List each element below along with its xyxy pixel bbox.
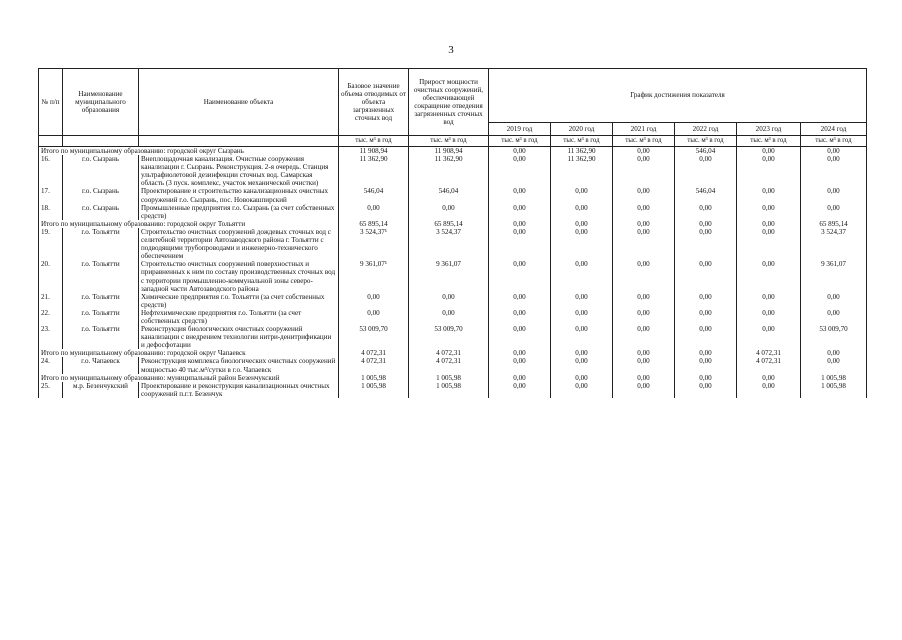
- cell-y2021: 0,00: [613, 228, 675, 260]
- header-unit-empty-object: [139, 136, 339, 147]
- cell-growth: 4 072,31: [409, 349, 489, 357]
- table-row: [39, 260, 867, 292]
- cell-y2019: 0,00: [489, 349, 551, 357]
- header-unit: тыс. м³ в год: [409, 136, 489, 147]
- cell-y2023: 0,00: [737, 325, 801, 349]
- table-row: [39, 357, 867, 373]
- indicator-table: [38, 68, 867, 398]
- header-capacity-growth: Прирост мощности очистных сооружений, обеспечивающей сокращение отведения загрязненных сточных вод: [409, 69, 489, 136]
- cell-y2023: 0,00: [737, 187, 801, 203]
- row-object: Строительство очистных сооружений поверхностных и приравненных к ним по составу производственных сточных вод с территории промышленно-коммунальной зоны северо-западной части Автозаводского района: [139, 260, 339, 292]
- cell-y2019: 0,00: [489, 374, 551, 382]
- total-row: [39, 349, 867, 357]
- cell-base: 65 895,14: [339, 220, 409, 228]
- cell-y2023: 4 072,31: [737, 357, 801, 373]
- total-row: [39, 220, 867, 228]
- header-unit: тыс. м³ в год: [489, 136, 551, 147]
- cell-y2022: 0,00: [675, 357, 737, 373]
- cell-y2019: 0,00: [489, 293, 551, 309]
- row-municipality: г.о. Тольятти: [63, 309, 139, 325]
- cell-base: 546,04: [339, 187, 409, 203]
- cell-base: 4 072,31: [339, 357, 409, 373]
- table-row: [39, 228, 867, 260]
- total-label: Итого по муниципальному образованию: городской округ Тольятти: [39, 220, 339, 228]
- header-unit-empty-num: [39, 136, 63, 147]
- header-num: № п/п: [39, 69, 63, 136]
- cell-growth: 1 005,98: [409, 382, 489, 398]
- cell-y2021: 0,00: [613, 382, 675, 398]
- cell-base: 1 005,98: [339, 382, 409, 398]
- cell-base: 11 362,90: [339, 155, 409, 187]
- cell-y2022: 0,00: [675, 382, 737, 398]
- cell-base: 0,00: [339, 309, 409, 325]
- page-number: 3: [448, 44, 454, 56]
- cell-growth: 4 072,31: [409, 357, 489, 373]
- cell-base: 1 005,98: [339, 374, 409, 382]
- row-municipality: г.о. Сызрань: [63, 155, 139, 187]
- row-object: Строительство очистных сооружений дождевых сточных вод с селитебной территории Автозаводского района г. Тольятти с подводящими трубопроводами и инженерно-технического обеспечением: [139, 228, 339, 260]
- cell-y2019: 0,00: [489, 155, 551, 187]
- cell-y2020: 0,00: [551, 374, 613, 382]
- cell-y2020: 11 362,90: [551, 147, 613, 156]
- cell-y2021: 0,00: [613, 220, 675, 228]
- table-row: [39, 293, 867, 309]
- row-municipality: г.о. Сызрань: [63, 187, 139, 203]
- cell-y2020: 0,00: [551, 382, 613, 398]
- row-object: Химические предприятия г.о. Тольятти (за счет собственных средств): [139, 293, 339, 309]
- cell-y2024: 1 005,98: [801, 382, 867, 398]
- cell-y2024: 0,00: [801, 357, 867, 373]
- cell-y2023: 0,00: [737, 374, 801, 382]
- table-header: [39, 69, 867, 147]
- cell-growth: 3 524,37: [409, 228, 489, 260]
- cell-y2022: 546,04: [675, 187, 737, 203]
- header-unit: тыс. м³ в год: [613, 136, 675, 147]
- cell-y2020: 0,00: [551, 309, 613, 325]
- cell-growth: 53 009,70: [409, 325, 489, 349]
- cell-y2021: 0,00: [613, 293, 675, 309]
- cell-growth: 0,00: [409, 204, 489, 220]
- cell-growth: 546,04: [409, 187, 489, 203]
- row-object: Реконструкция комплекса биологических очистных сооружений мощностью 40 тыс.м³/сутки в г.о. Чапаевск: [139, 357, 339, 373]
- cell-y2024: 0,00: [801, 187, 867, 203]
- row-number: 23.: [39, 325, 63, 349]
- cell-y2022: 0,00: [675, 309, 737, 325]
- header-unit: тыс. м³ в год: [551, 136, 613, 147]
- cell-y2023: 4 072,31: [737, 349, 801, 357]
- header-year: 2023 год: [737, 123, 801, 136]
- cell-y2024: 65 895,14: [801, 220, 867, 228]
- header-year: 2021 год: [613, 123, 675, 136]
- cell-growth: 65 895,14: [409, 220, 489, 228]
- cell-y2020: 0,00: [551, 228, 613, 260]
- cell-y2020: 0,00: [551, 204, 613, 220]
- row-number: 22.: [39, 309, 63, 325]
- cell-y2020: 0,00: [551, 357, 613, 373]
- row-number: 20.: [39, 260, 63, 292]
- row-number: 16.: [39, 155, 63, 187]
- cell-y2024: 0,00: [801, 293, 867, 309]
- cell-growth: 11 908,94: [409, 147, 489, 156]
- header-schedule: График достижения показателя: [489, 69, 867, 123]
- cell-y2023: 0,00: [737, 228, 801, 260]
- cell-y2023: 0,00: [737, 204, 801, 220]
- cell-y2024: 0,00: [801, 349, 867, 357]
- total-row: [39, 147, 867, 156]
- cell-base: 53 009,70: [339, 325, 409, 349]
- cell-y2021: 0,00: [613, 155, 675, 187]
- cell-y2021: 0,00: [613, 187, 675, 203]
- table-row: [39, 204, 867, 220]
- row-object: Проектирование и реконструкция канализационных очистных сооружений п.г.т. Безенчук: [139, 382, 339, 398]
- cell-y2022: 0,00: [675, 325, 737, 349]
- row-number: 17.: [39, 187, 63, 203]
- cell-base: 0,00: [339, 293, 409, 309]
- cell-base: 9 361,07¹: [339, 260, 409, 292]
- cell-y2023: 0,00: [737, 155, 801, 187]
- header-base-value: Базовое значение объема отводимых от объекта загрязненных сточных вод: [339, 69, 409, 136]
- row-object: Нефтехимические предприятия г.о. Тольятти (за счет собственных средств): [139, 309, 339, 325]
- cell-y2023: 0,00: [737, 309, 801, 325]
- header-unit: тыс. м³ в год: [801, 136, 867, 147]
- cell-y2020: 0,00: [551, 260, 613, 292]
- cell-y2024: 1 005,98: [801, 374, 867, 382]
- header-unit: тыс. м³ в год: [737, 136, 801, 147]
- row-object: Промышленные предприятия г.о. Сызрань (за счет собственных средств): [139, 204, 339, 220]
- header-object: Наименование объекта: [139, 69, 339, 136]
- cell-base: 4 072,31: [339, 349, 409, 357]
- cell-y2019: 0,00: [489, 147, 551, 156]
- cell-y2021: 0,00: [613, 147, 675, 156]
- table-row: [39, 382, 867, 398]
- table-row: [39, 309, 867, 325]
- cell-y2020: 0,00: [551, 220, 613, 228]
- cell-y2020: 0,00: [551, 293, 613, 309]
- row-municipality: г.о. Сызрань: [63, 204, 139, 220]
- cell-y2024: 0,00: [801, 204, 867, 220]
- table-row: [39, 187, 867, 203]
- row-object: Внеплощадочная канализация. Очистные сооружения канализации г. Сызрань. Реконструкция. 2-я очередь. Станция ультрафиолетовой дезинфекции сточных вод. Самарская область (3 пуск. комплекс, участок механической очистки): [139, 155, 339, 187]
- row-municipality: г.о. Чапаевск: [63, 357, 139, 373]
- cell-y2023: 0,00: [737, 147, 801, 156]
- cell-y2021: 0,00: [613, 260, 675, 292]
- cell-y2024: 53 009,70: [801, 325, 867, 349]
- row-number: 25.: [39, 382, 63, 398]
- row-number: 21.: [39, 293, 63, 309]
- cell-growth: 0,00: [409, 309, 489, 325]
- cell-base: 0,00: [339, 204, 409, 220]
- cell-y2021: 0,00: [613, 309, 675, 325]
- row-number: 19.: [39, 228, 63, 260]
- cell-y2023: 0,00: [737, 220, 801, 228]
- cell-growth: 0,00: [409, 293, 489, 309]
- header-year: 2022 год: [675, 123, 737, 136]
- cell-y2024: 0,00: [801, 147, 867, 156]
- cell-y2020: 0,00: [551, 187, 613, 203]
- cell-y2024: 0,00: [801, 155, 867, 187]
- row-municipality: г.о. Тольятти: [63, 325, 139, 349]
- total-label: Итого по муниципальному образованию: муниципальный район Безенчукский: [39, 374, 339, 382]
- cell-base: 11 908,94: [339, 147, 409, 156]
- cell-y2023: 0,00: [737, 260, 801, 292]
- cell-y2019: 0,00: [489, 228, 551, 260]
- cell-y2021: 0,00: [613, 204, 675, 220]
- row-municipality: г.о. Тольятти: [63, 228, 139, 260]
- cell-growth: 11 362,90: [409, 155, 489, 187]
- cell-y2022: 0,00: [675, 374, 737, 382]
- cell-y2019: 0,00: [489, 220, 551, 228]
- cell-y2021: 0,00: [613, 349, 675, 357]
- cell-y2022: 0,00: [675, 260, 737, 292]
- cell-y2021: 0,00: [613, 325, 675, 349]
- row-municipality: м.р. Безенчукский: [63, 382, 139, 398]
- header-municipality: Наименование муниципального образования: [63, 69, 139, 136]
- header-unit-empty-muni: [63, 136, 139, 147]
- header-year: 2019 год: [489, 123, 551, 136]
- table-row: [39, 325, 867, 349]
- cell-y2024: 0,00: [801, 309, 867, 325]
- cell-y2019: 0,00: [489, 309, 551, 325]
- cell-y2020: 0,00: [551, 349, 613, 357]
- header-year: 2020 год: [551, 123, 613, 136]
- cell-y2019: 0,00: [489, 357, 551, 373]
- cell-y2019: 0,00: [489, 187, 551, 203]
- cell-y2020: 0,00: [551, 325, 613, 349]
- row-object: Реконструкция биологических очистных сооружений канализации с внедрением технологии нитри-денитрификации и дефосфотации: [139, 325, 339, 349]
- header-unit: тыс. м³ в год: [339, 136, 409, 147]
- row-object: Проектирование и строительство канализационных очистных сооружений г.о. Сызрань, пос. Новокашпирский: [139, 187, 339, 203]
- cell-y2022: 0,00: [675, 220, 737, 228]
- row-number: 24.: [39, 357, 63, 373]
- row-municipality: г.о. Тольятти: [63, 260, 139, 292]
- cell-y2023: 0,00: [737, 382, 801, 398]
- total-row: [39, 374, 867, 382]
- cell-y2022: 0,00: [675, 228, 737, 260]
- header-units-row: [39, 136, 867, 147]
- table-body: [39, 147, 867, 398]
- row-municipality: г.о. Тольятти: [63, 293, 139, 309]
- cell-y2019: 0,00: [489, 325, 551, 349]
- cell-y2022: 0,00: [675, 349, 737, 357]
- cell-y2019: 0,00: [489, 260, 551, 292]
- table-row: [39, 155, 867, 187]
- header-year: 2024 год: [801, 123, 867, 136]
- cell-y2023: 0,00: [737, 293, 801, 309]
- cell-y2021: 0,00: [613, 357, 675, 373]
- header-unit: тыс. м³ в год: [675, 136, 737, 147]
- cell-y2019: 0,00: [489, 204, 551, 220]
- cell-y2019: 0,00: [489, 382, 551, 398]
- cell-y2024: 9 361,07: [801, 260, 867, 292]
- cell-y2024: 3 524,37: [801, 228, 867, 260]
- cell-y2022: 546,04: [675, 147, 737, 156]
- total-label: Итого по муниципальному образованию: городской округ Чапаевск: [39, 349, 339, 357]
- cell-growth: 1 005,98: [409, 374, 489, 382]
- cell-y2021: 0,00: [613, 374, 675, 382]
- total-label: Итого по муниципальному образованию: городской округ Сызрань: [39, 147, 339, 156]
- cell-y2022: 0,00: [675, 204, 737, 220]
- cell-y2020: 11 362,90: [551, 155, 613, 187]
- cell-y2022: 0,00: [675, 155, 737, 187]
- cell-growth: 9 361,07: [409, 260, 489, 292]
- row-number: 18.: [39, 204, 63, 220]
- cell-base: 3 524,37¹: [339, 228, 409, 260]
- cell-y2022: 0,00: [675, 293, 737, 309]
